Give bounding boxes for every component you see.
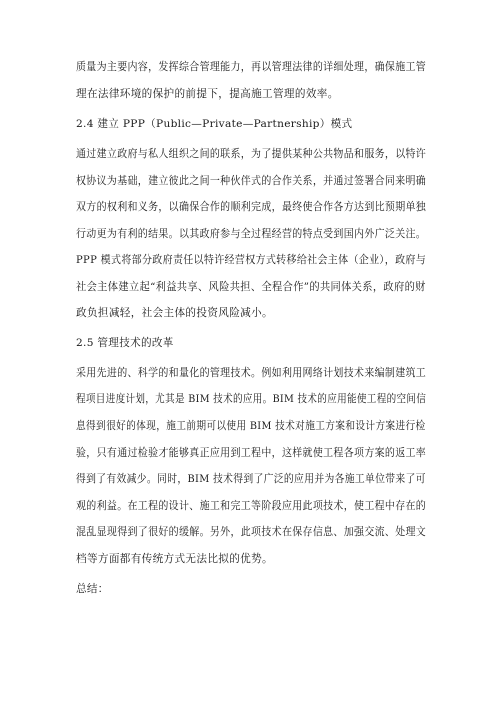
paragraph-line: 验，只有通过检验才能够真正应用到工程中，这样就使工程各项方案的返工率 — [76, 447, 427, 459]
paragraph-line: 理在法律环境的保护的前提下，提高施工管理的效率。 — [76, 88, 339, 100]
section-heading-2-5: 2.5 管理技术的改革 — [76, 337, 174, 349]
paragraph-line: 双方的权利和义务，以确保合作的顺利完成，最终使合作各方达到比预期单独 — [76, 201, 427, 213]
paragraph-line: 档等方面都有传统方式无法比拟的优势。 — [76, 553, 273, 565]
summary-label: 总结： — [76, 583, 109, 595]
paragraph-line: 社会主体建立起“利益共享、风险共担、全程合作”的共同体关系，政府的财 — [76, 281, 426, 293]
paragraph-line: 采用先进的、科学的和量化的管理技术。例如利用网络计划技术来编制建筑工 — [76, 367, 427, 379]
paragraph-line: 行动更为有利的结果。以其政府参与全过程经营的特点受到国内外广泛关注。 — [76, 228, 427, 240]
section-heading-2-4: 2.4 建立 PPP（Public—Private—Partnership）模式 — [76, 118, 353, 130]
paragraph-line: 程项目进度计划，尤其是 BIM 技术的应用。BIM 技术的应用能使工程的空间信 — [76, 393, 427, 405]
paragraph-line: 权协议为基础，建立彼此之间一种伙伴式的合作关系，并通过签署合同来明确 — [76, 175, 427, 187]
paragraph-line: 得到了有效减少。同时，BIM 技术得到了广泛的应用并为各施工单位带来了可 — [76, 473, 426, 485]
paragraph-line: 观的利益。在工程的设计、施工和完工等阶段应用此项技术，使工程中存在的 — [76, 500, 427, 512]
paragraph-line: 混乱显现得到了很好的缓解。另外，此项技术在保存信息、加强交流、处理文 — [76, 526, 427, 538]
paragraph-line: 通过建立政府与私人组织之间的联系，为了提供某种公共物品和服务，以特许 — [76, 148, 427, 160]
paragraph-line: PPP 模式将部分政府责任以特许经营权方式转移给社会主体（企业），政府与 — [76, 254, 427, 266]
paragraph-line: 息得到很好的体现，施工前期可以使用 BIM 技术对施工方案和设计方案进行检 — [76, 420, 426, 432]
paragraph-line: 质量为主要内容，发挥综合管理能力，再以管理法律的详细处理，确保施工管 — [76, 61, 427, 73]
paragraph-line: 政负担减轻，社会主体的投资风险减小。 — [76, 307, 273, 319]
